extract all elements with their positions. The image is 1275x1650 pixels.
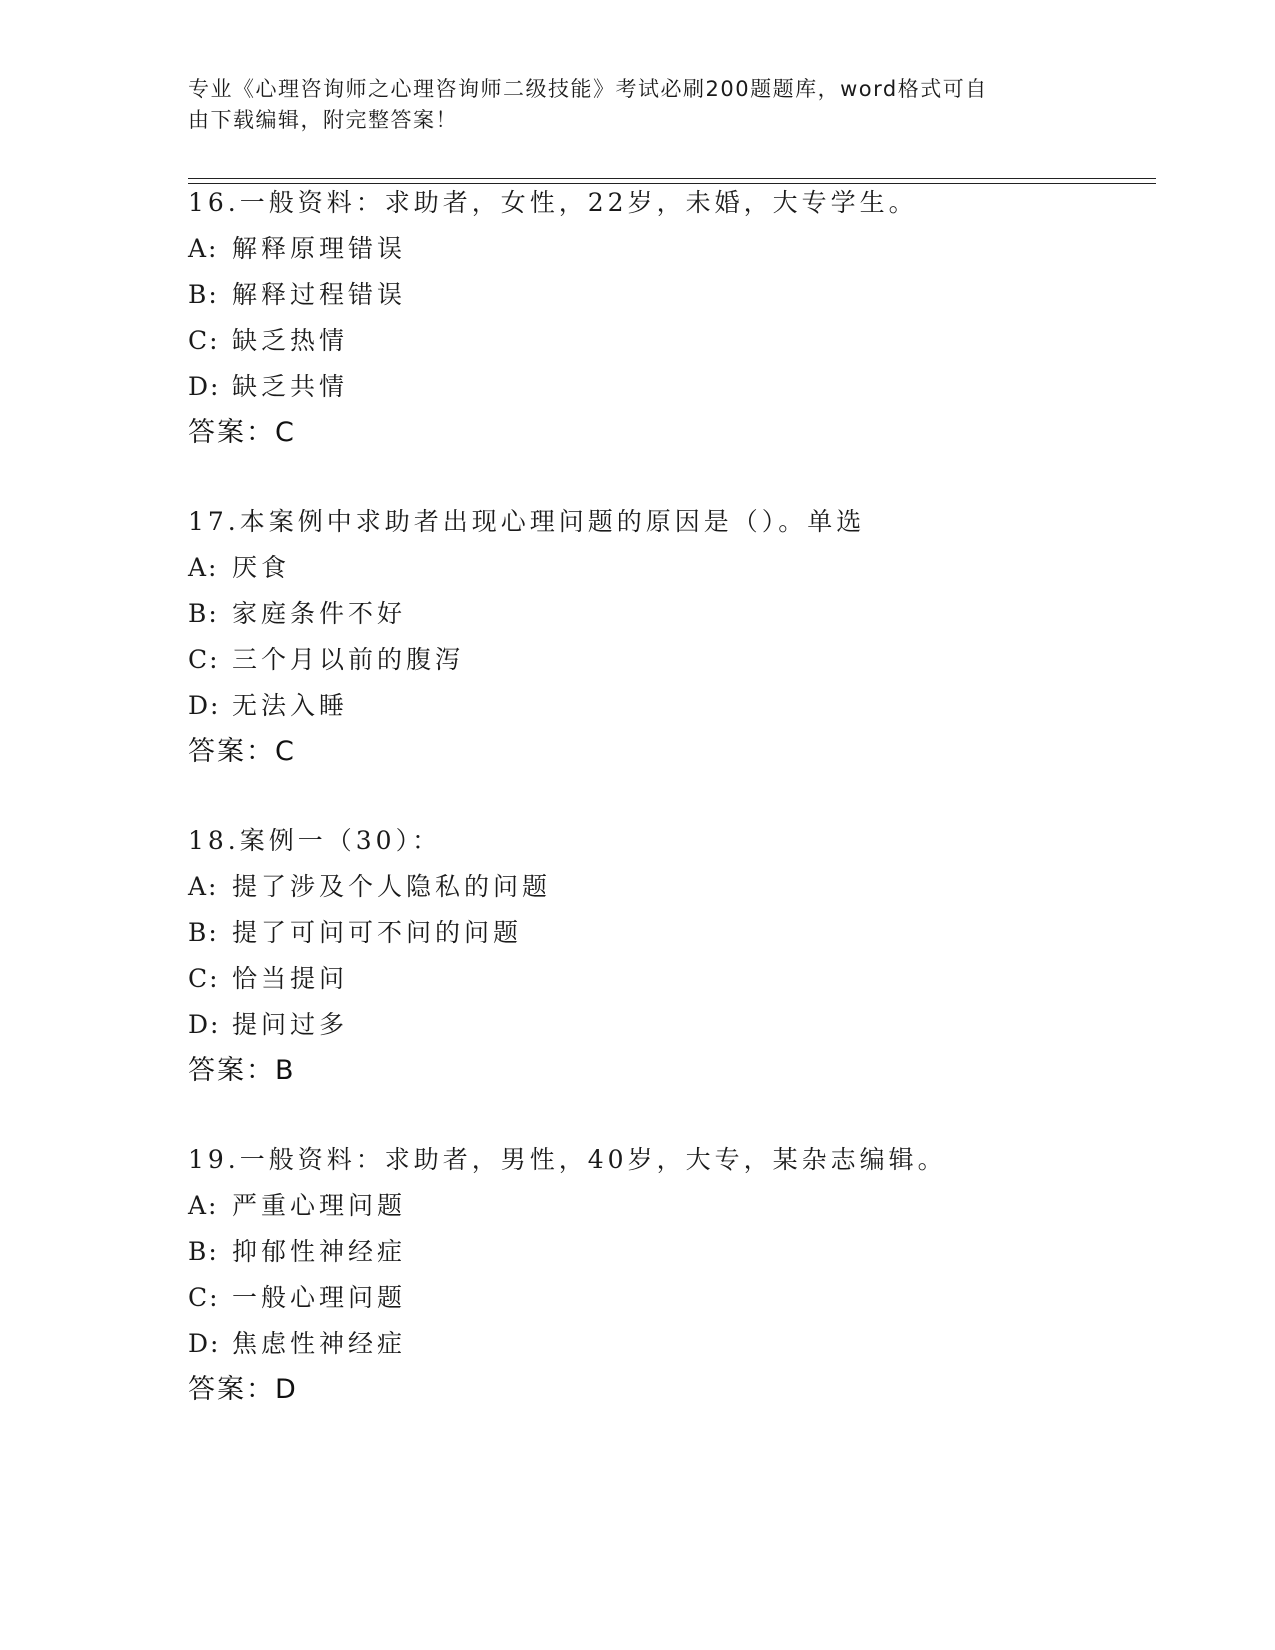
option-letter: D:	[188, 691, 221, 720]
option-d	[188, 364, 1148, 410]
answer-line: 答案：B	[188, 1055, 296, 1086]
option-letter: B:	[188, 1237, 219, 1266]
header-divider-top	[188, 178, 1156, 179]
option-a	[188, 1183, 1148, 1229]
header-line-1: 专业《心理咨询师之心理咨询师二级技能》考试必刷200题题库，word格式可自	[188, 77, 988, 101]
option-text: 一般心理问题	[232, 1283, 407, 1312]
answer-line: 答案：D	[188, 1374, 298, 1405]
option-letter: C:	[188, 1283, 220, 1312]
option-text: 提了涉及个人隐私的问题	[232, 872, 552, 901]
option-letter: D:	[188, 1010, 221, 1039]
option-b	[188, 1229, 1148, 1275]
option-text: 缺乏共情	[232, 372, 349, 401]
option-letter: B:	[188, 918, 219, 947]
option-a	[188, 864, 1148, 910]
option-c	[188, 637, 1148, 683]
question-18	[188, 818, 1148, 1094]
option-text: 焦虑性神经症	[232, 1329, 407, 1358]
option-text: 家庭条件不好	[232, 599, 407, 628]
header-line-2: 由下载编辑，附完整答案！	[188, 108, 458, 132]
option-letter: B:	[188, 599, 219, 628]
option-text: 提了可问可不问的问题	[232, 918, 523, 947]
question-17	[188, 499, 1148, 775]
option-d	[188, 1321, 1148, 1367]
option-c	[188, 1275, 1148, 1321]
option-letter: C:	[188, 964, 220, 993]
option-letter: C:	[188, 326, 220, 355]
option-b	[188, 591, 1148, 637]
option-letter: A:	[188, 553, 219, 582]
option-letter: C:	[188, 645, 220, 674]
question-stem: 16.一般资料：求助者，女性，22岁，未婚，大专学生。	[188, 188, 918, 217]
option-c	[188, 318, 1148, 364]
question-stem: 18.案例一（30）：	[188, 826, 442, 855]
question-stem: 17.本案例中求助者出现心理问题的原因是（）。单选	[188, 507, 866, 536]
option-text: 无法入睡	[232, 691, 349, 720]
document-header	[188, 74, 1088, 136]
option-letter: A:	[188, 872, 219, 901]
option-letter: D:	[188, 372, 221, 401]
option-letter: D:	[188, 1329, 221, 1358]
option-text: 严重心理问题	[232, 1191, 407, 1220]
answer-line: 答案：C	[188, 417, 296, 448]
option-c	[188, 956, 1148, 1002]
option-letter: A:	[188, 1191, 219, 1220]
option-a	[188, 226, 1148, 272]
option-d	[188, 683, 1148, 729]
option-text: 提问过多	[232, 1010, 349, 1039]
answer-line: 答案：C	[188, 736, 296, 767]
option-b	[188, 272, 1148, 318]
option-text: 解释原理错误	[232, 234, 407, 263]
option-text: 缺乏热情	[232, 326, 349, 355]
option-b	[188, 910, 1148, 956]
option-text: 抑郁性神经症	[232, 1237, 407, 1266]
option-letter: A:	[188, 234, 219, 263]
question-19	[188, 1137, 1148, 1413]
question-16	[188, 180, 1148, 456]
option-letter: B:	[188, 280, 219, 309]
option-text: 厌食	[232, 553, 291, 582]
option-a	[188, 545, 1148, 591]
option-text: 恰当提问	[232, 964, 349, 993]
option-d	[188, 1002, 1148, 1048]
option-text: 解释过程错误	[232, 280, 407, 309]
question-stem: 19.一般资料：求助者，男性，40岁，大专，某杂志编辑。	[188, 1145, 947, 1174]
option-text: 三个月以前的腹泻	[232, 645, 465, 674]
